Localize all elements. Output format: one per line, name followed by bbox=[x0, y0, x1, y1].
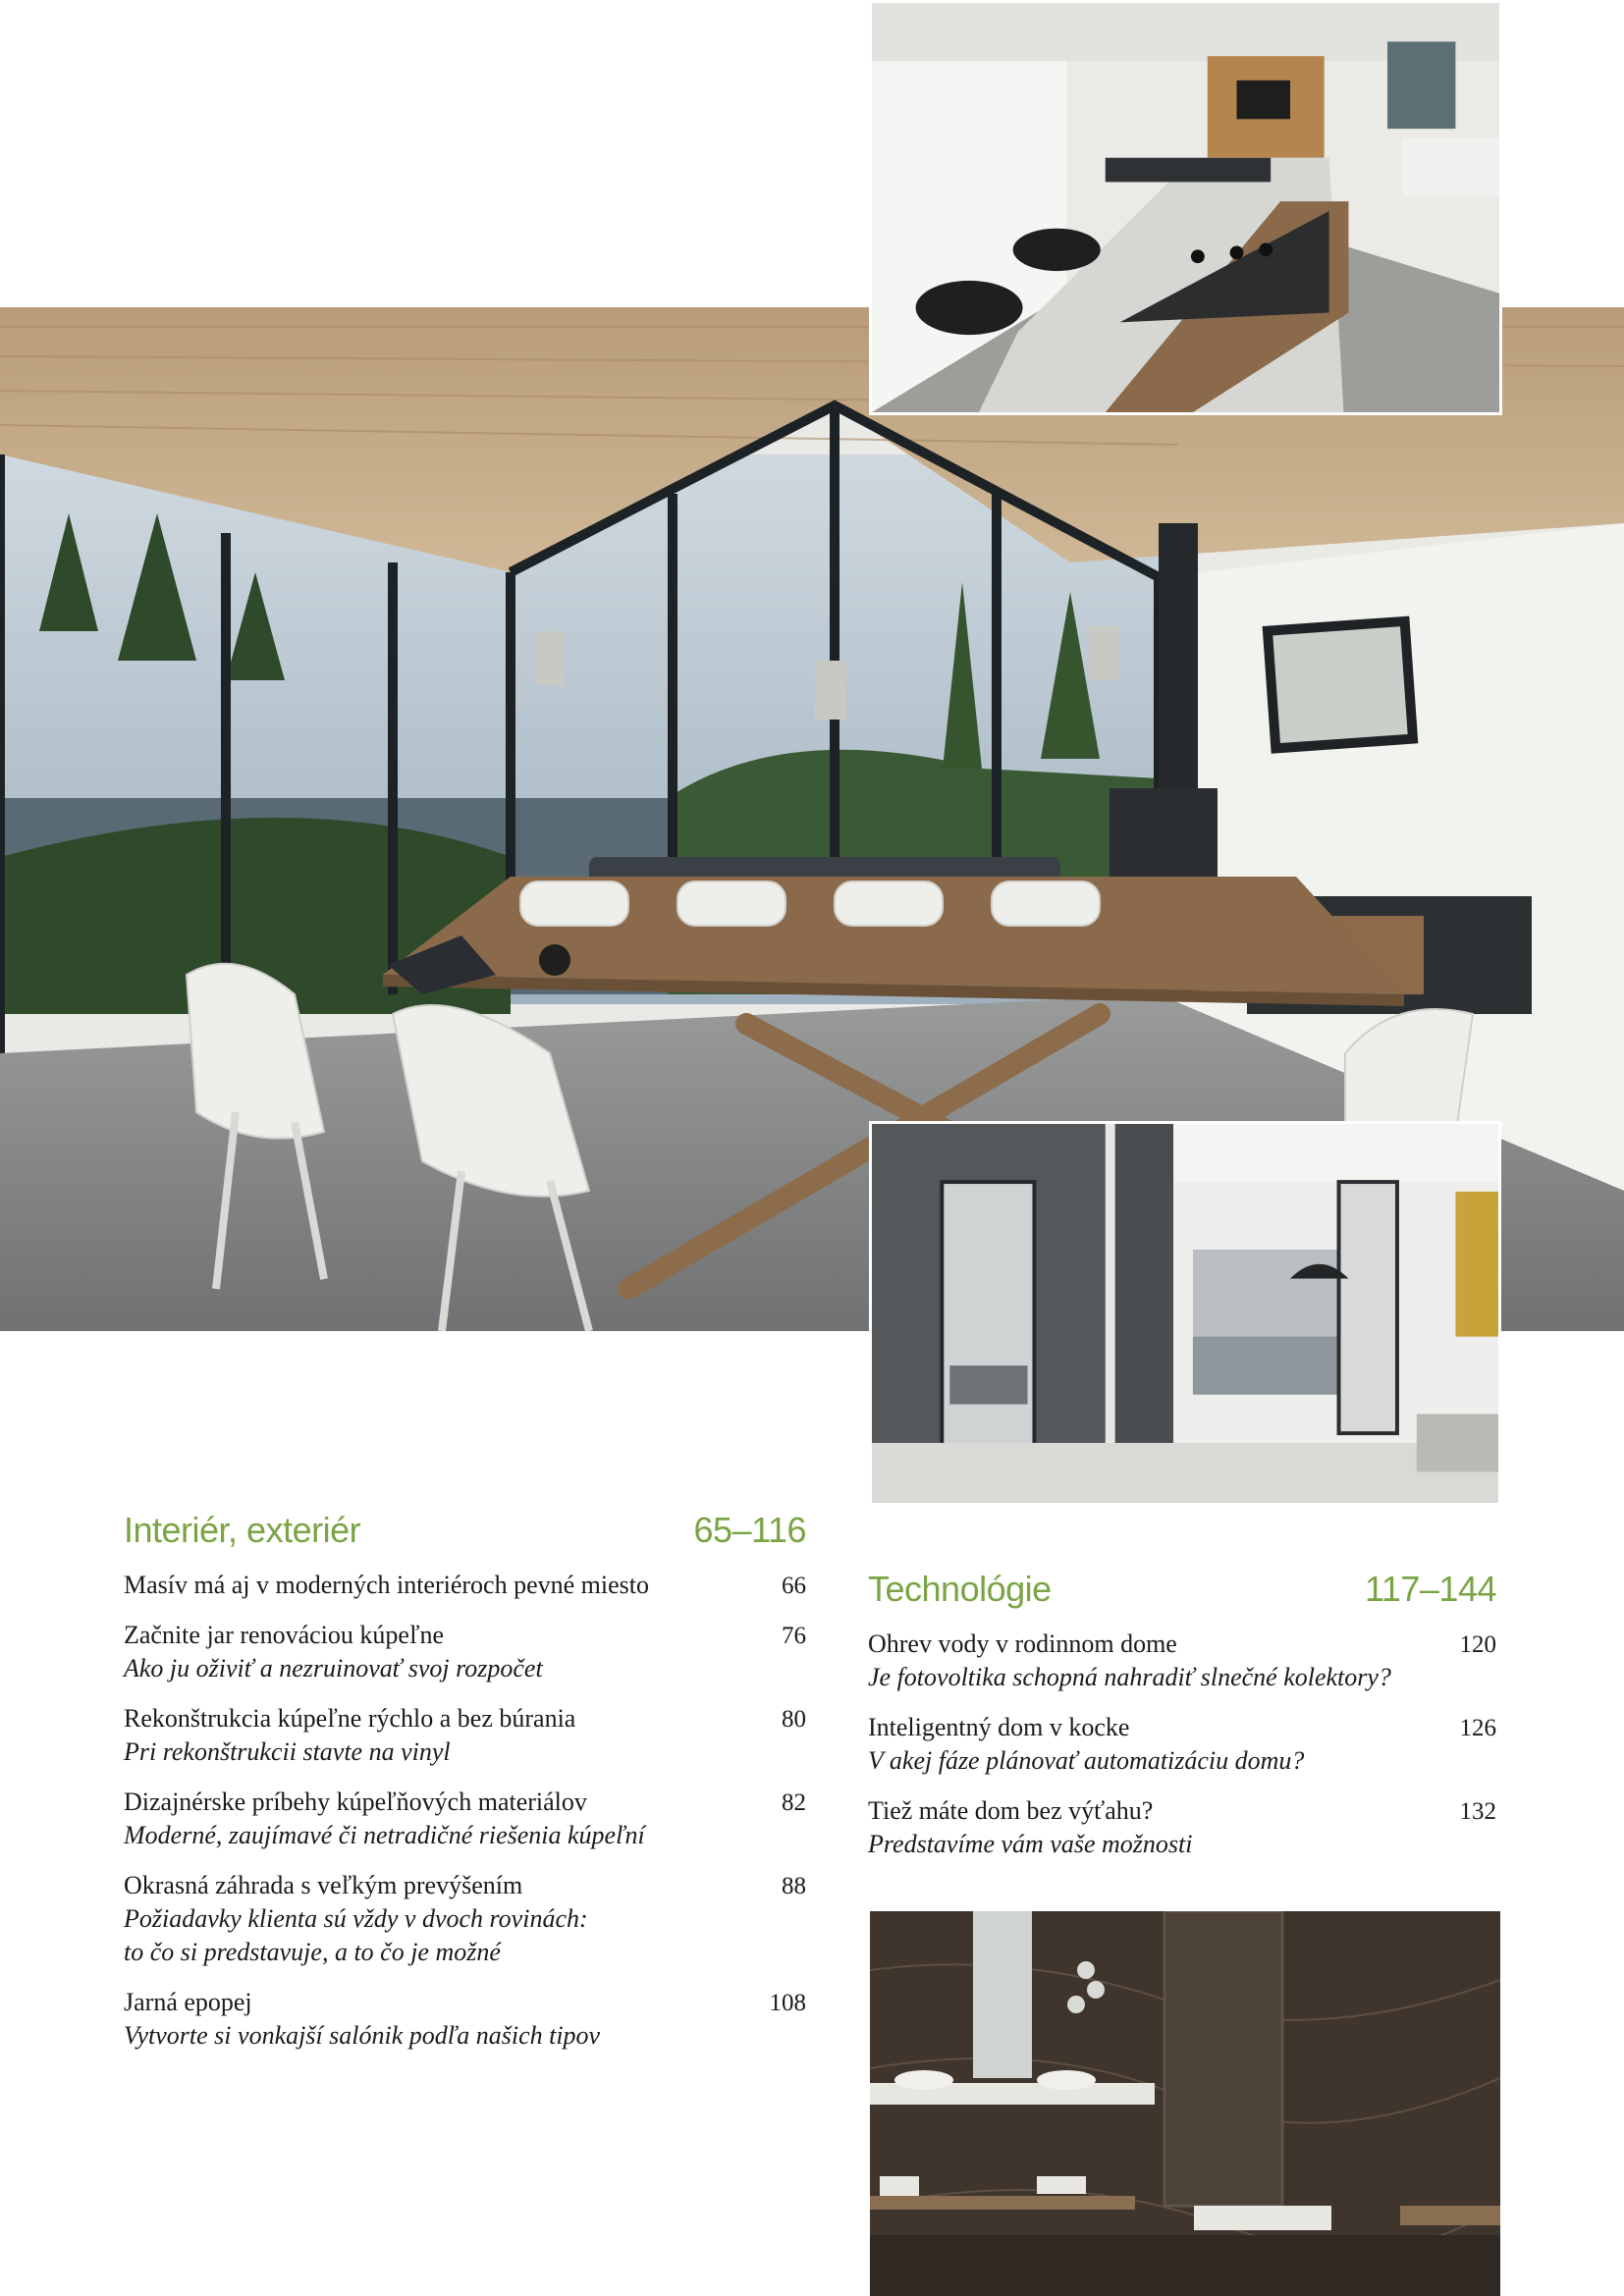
toc-item[interactable] bbox=[124, 1786, 806, 1852]
article-title: Začnite jar renováciou kúpeľne bbox=[124, 1621, 445, 1649]
article-title: Inteligentný dom v kocke bbox=[868, 1713, 1130, 1741]
section-page-range: 65–116 bbox=[693, 1510, 806, 1550]
section-title: Interiér, exteriér bbox=[124, 1510, 361, 1550]
page-number: 82 bbox=[782, 1789, 806, 1816]
article-title: Rekonštrukcia kúpeľne rýchlo a bez búrania bbox=[124, 1704, 576, 1733]
article-subtitle: Predstavíme vám vaše možnosti bbox=[868, 1830, 1193, 1858]
article-subtitle: V akej fáze plánovať automatizáciu domu? bbox=[868, 1746, 1305, 1775]
glass-doors-photo bbox=[869, 1121, 1501, 1506]
page-number: 76 bbox=[782, 1623, 806, 1649]
article-subtitle: Je fotovoltika schopná nahradiť slnečné kolektory? bbox=[868, 1663, 1391, 1691]
article-title: Ohrev vody v rodinnom dome bbox=[868, 1629, 1177, 1658]
page-number: 132 bbox=[1459, 1798, 1496, 1825]
page-number: 66 bbox=[782, 1573, 806, 1599]
toc-item[interactable] bbox=[868, 1794, 1496, 1861]
toc-item[interactable] bbox=[868, 1711, 1496, 1778]
section-page-range: 117–144 bbox=[1365, 1569, 1496, 1609]
article-subtitle: Moderné, zaujímavé či netradičné riešenia kúpeľní bbox=[124, 1821, 645, 1849]
article-subtitle: Pri rekonštrukcii stavte na vinyl bbox=[124, 1737, 451, 1766]
section-header-interior bbox=[124, 1510, 806, 1551]
section-title: Technológie bbox=[868, 1569, 1052, 1609]
kitchen-photo bbox=[869, 0, 1502, 415]
article-title: Tiež máte dom bez výťahu? bbox=[868, 1796, 1154, 1825]
article-title: Okrasná záhrada s veľkým prevýšením bbox=[124, 1871, 523, 1899]
toc-item[interactable] bbox=[124, 1702, 806, 1769]
toc-item[interactable] bbox=[124, 1619, 806, 1685]
article-subtitle: Požiadavky klienta sú vždy v dvoch rovinách: bbox=[124, 1904, 588, 1933]
article-title: Jarná epopej bbox=[124, 1988, 252, 2016]
page-number: 126 bbox=[1459, 1715, 1496, 1741]
article-subtitle-line2: to čo si predstavuje, a to čo je možné bbox=[124, 1938, 501, 1966]
bathroom-photo bbox=[870, 1911, 1500, 2296]
toc-item[interactable] bbox=[868, 1628, 1496, 1694]
page-number: 80 bbox=[782, 1706, 806, 1733]
article-title: Dizajnérske príbehy kúpeľňových materiálov bbox=[124, 1788, 587, 1816]
article-subtitle: Vytvorte si vonkajší salónik podľa našich tipov bbox=[124, 2021, 601, 2050]
article-subtitle: Ako ju oživiť a nezruinovať svoj rozpočet bbox=[124, 1654, 543, 1682]
toc-item[interactable] bbox=[124, 1569, 806, 1602]
page-number: 108 bbox=[769, 1990, 806, 2016]
article-title: Masív má aj v moderných interiéroch pevné miesto bbox=[124, 1571, 650, 1599]
toc-item[interactable] bbox=[124, 1986, 806, 2053]
section-header-technology bbox=[868, 1569, 1496, 1610]
toc-list-technology bbox=[868, 1628, 1496, 1878]
page-number: 88 bbox=[782, 1873, 806, 1899]
page-number: 120 bbox=[1459, 1631, 1496, 1658]
toc-list-interior bbox=[124, 1569, 806, 2069]
toc-item[interactable] bbox=[124, 1869, 806, 1969]
